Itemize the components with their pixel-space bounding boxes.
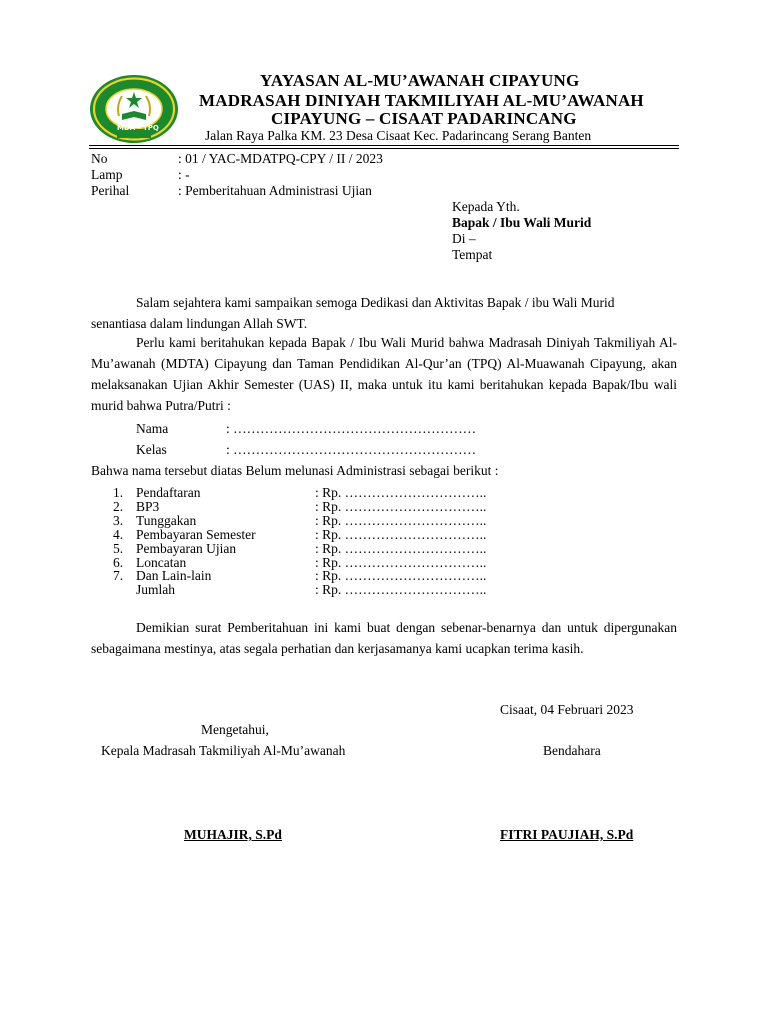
payment-item-amount: : Rp. ………………………….. <box>315 498 487 514</box>
recipient-di: Di – <box>452 231 476 246</box>
payment-item-amount: : Rp. ………………………….. <box>315 526 487 542</box>
payment-item-label: Loncatan <box>136 554 187 570</box>
payment-item-label: Pembayaran Ujian <box>136 540 237 556</box>
header-address: Jalan Raya Palka KM. 23 Desa Cisaat Kec. Padarincang Serang Banten <box>205 128 592 143</box>
payment-item-number: 5. <box>113 540 124 556</box>
nama-label: Nama <box>136 421 169 436</box>
kelas-value: : ……………………………………………… <box>226 442 477 457</box>
acknowledged-label: Mengetahui, <box>201 722 269 737</box>
payment-item-label: Pendaftaran <box>136 485 201 500</box>
header-location: CIPAYUNG – CISAAT PADARINCANG <box>271 109 577 128</box>
payment-item-label: Tunggakan <box>136 512 197 528</box>
recipient-name: Bapak / Ibu Wali Murid <box>452 215 592 230</box>
payment-item-amount: : Rp. ………………………….. <box>315 554 487 570</box>
payment-item-label: BP3 <box>136 498 160 514</box>
logo-text-bottom: MDA - TPQ <box>117 124 159 132</box>
treasurer-title: Bendahara <box>543 743 601 758</box>
headmaster-title: Kepala Madrasah Takmiliyah Al-Mu’awanah <box>101 743 346 758</box>
perihal-value: : Pemberitahuan Administrasi Ujian <box>178 183 372 198</box>
paragraph-greeting: Salam sejahtera kami sampaikan semoga Dedikasi dan Aktivitas Bapak / ibu Wali Murid <box>136 295 615 310</box>
payment-item-number: 7. <box>113 568 124 584</box>
paragraph-outstanding: Bahwa nama tersebut diatas Belum melunasi Administrasi sebagai berikut : <box>91 463 499 478</box>
payment-item-number: 6. <box>113 554 124 570</box>
lamp-label: Lamp <box>91 167 123 182</box>
headmaster-name: MUHAJIR, S.Pd <box>184 827 282 842</box>
payment-item-number: 2. <box>113 498 124 514</box>
payment-item-label: Dan Lain-lain <box>136 568 212 584</box>
payment-item-amount: : Rp. ………………………….. <box>315 582 487 598</box>
payment-item-number: 1. <box>113 485 124 500</box>
nama-value: : ……………………………………………… <box>226 421 477 436</box>
payment-item-amount: : Rp. ………………………….. <box>315 512 487 528</box>
kelas-label: Kelas <box>136 442 167 457</box>
perihal-label: Perihal <box>91 183 130 198</box>
payment-item-amount: : Rp. ………………………….. <box>315 540 487 556</box>
payment-item-label: Jumlah <box>136 582 175 598</box>
payment-item-label: Pembayaran Semester <box>136 526 256 542</box>
no-value: : 01 / YAC-MDATPQ-CPY / II / 2023 <box>178 151 383 166</box>
lamp-value: : - <box>178 167 190 182</box>
paragraph-greeting-cont: senantiasa dalam lindungan Allah SWT. <box>91 316 308 331</box>
header-madrasah-name: MADRASAH DINIYAH TAKMILIYAH AL-MU’AWANAH <box>199 91 644 110</box>
no-label: No <box>91 151 108 166</box>
payment-item-number: 3. <box>113 512 124 528</box>
treasurer-name: FITRI PAUJIAH, S.Pd <box>500 827 634 842</box>
payment-item-amount: : Rp. ………………………….. <box>315 485 487 500</box>
place-date: Cisaat, 04 Februari 2023 <box>500 702 634 717</box>
header-rule-second <box>89 148 679 149</box>
recipient-greeting: Kepada Yth. <box>452 199 520 214</box>
header-foundation-name: YAYASAN AL-MU’AWANAH CIPAYUNG <box>260 71 580 90</box>
madrasah-logo <box>89 74 179 144</box>
payment-item-amount: : Rp. ………………………….. <box>315 568 487 584</box>
paragraph-notice: Perlu kami beritahukan kepada Bapak / Ibu Wali Murid bahwa Madrasah Diniyah Takmiliyah Al-Mu’awanah (MDTA) Cipayung dan Taman Pendidikan Al-Qur’an (TPQ) Al-Muawanah Cipayung, akan melaksanakan Ujian Akhir Semester (UAS) II, maka untuk itu kami beritahukan kepada Bapak/Ibu wali murid bahwa Putra/Putri : <box>91 335 677 413</box>
payment-item-number: 4. <box>113 526 124 542</box>
header-rule <box>89 145 679 146</box>
recipient-place: Tempat <box>452 247 493 262</box>
paragraph-closing: Demikian surat Pemberitahuan ini kami buat dengan sebenar-benarnya dan untuk dipergunakan sebagaimana mestinya, atas segala perhatian dan kerjasamanya kami ucapkan terima kasih. <box>91 620 677 656</box>
